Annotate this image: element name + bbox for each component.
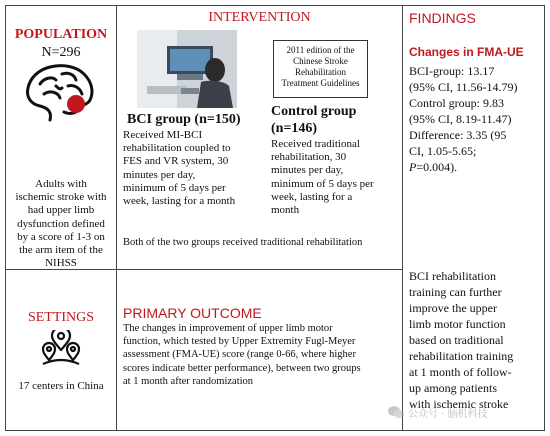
bci-line: FES and VR system, 30 (123, 155, 229, 168)
control-line: minimum of 5 days per (271, 177, 374, 190)
population-line: NIHSS (45, 257, 77, 270)
control-line: rehabilitation, 30 (271, 151, 347, 164)
control-group-heading (271, 103, 401, 137)
wechat-icon (388, 405, 404, 419)
guideline-line: 2011 edition of the (286, 45, 355, 55)
result-line: Control group: 9.83 (409, 96, 504, 110)
bci-group-desc (123, 129, 273, 208)
watermark (388, 402, 528, 422)
findings-results (409, 63, 545, 175)
intervention-title: INTERVENTION (208, 10, 311, 25)
bci-line: rehabilitation coupled to (123, 142, 231, 155)
conclusion-line: training can further (409, 285, 502, 299)
both-groups-note: Both of the two groups received traditional rehabilitation (123, 237, 363, 248)
bci-line: minimum of 5 days per (123, 181, 226, 194)
control-heading-line: Control group (271, 104, 357, 119)
control-line: Received traditional (271, 138, 360, 150)
control-line: week, lasting for a (271, 190, 353, 203)
population-desc (5, 178, 117, 270)
control-line: month (271, 204, 300, 217)
population-line: ischemic stroke with (15, 191, 107, 204)
result-line: CI, 1.05-5.65; (409, 144, 477, 158)
conclusion-line: up among patients (409, 381, 497, 395)
findings-subtitle: Changes in FMA-UE (409, 45, 524, 59)
watermark-text: 公众号 · 脑机科技 (408, 408, 488, 420)
bci-photo (137, 30, 237, 108)
control-heading-line: (n=146) (271, 121, 318, 136)
guideline-box (273, 40, 368, 98)
population-line: had upper limb (27, 204, 95, 217)
bci-line: Received MI-BCI (123, 129, 203, 141)
population-line: the arm item of the (19, 244, 103, 257)
conclusion-line: improve the upper (409, 301, 497, 315)
outcome-line: scores indicate better performance), between two groups (123, 362, 361, 374)
result-line: Difference: 3.35 (95 (409, 128, 507, 142)
conclusion-line: rehabilitation training (409, 349, 514, 363)
conclusion-line: limb motor function (409, 317, 506, 331)
settings-desc: 17 centers in China (18, 380, 104, 392)
brain-icon (22, 60, 100, 126)
population-line: Adults with (35, 178, 87, 190)
outcome-line: function, which tested by Upper Extremity Fugl-Meyer (123, 336, 356, 348)
result-line: BCI-group: 13.17 (409, 64, 495, 78)
p-value: =0.004). (416, 160, 458, 174)
bci-line: week, lasting for a month (123, 195, 236, 208)
primary-outcome-title: PRIMARY OUTCOME (123, 305, 262, 321)
conclusion-line: based on traditional (409, 333, 504, 347)
conclusion-line: with ischemic stroke (409, 397, 509, 411)
guideline-line: Rehabilitation (295, 67, 346, 77)
settings-title: SETTINGS (27, 310, 95, 325)
control-group-desc (271, 138, 401, 217)
population-line: dysfunction defined (17, 217, 105, 230)
result-line: (95% CI, 11.56-14.79) (409, 80, 518, 94)
location-pins-icon (40, 330, 82, 366)
bci-group-heading: BCI group (n=150) (127, 112, 241, 127)
outcome-line: assessment (FMA-UE) score (range 0-66, where higher (123, 349, 356, 361)
conclusion-line: at 1 month of follow- (409, 365, 512, 379)
bci-line: minutes per day, (123, 168, 196, 181)
guideline-line: Treatment Guidelines (281, 78, 360, 88)
p-value-line (409, 159, 545, 175)
p-symbol: P (409, 160, 417, 174)
conclusion-line: BCI rehabilitation (409, 269, 496, 283)
population-title: POPULATION (14, 27, 108, 42)
outcome-line: at 1 month after randomization (123, 375, 254, 387)
result-line: (95% CI, 8.19-11.47) (409, 112, 512, 126)
control-line: minutes per day, (271, 164, 344, 177)
population-line: by a score of 1-3 on (17, 230, 105, 243)
findings-title: FINDINGS (409, 10, 476, 26)
outcome-line: The changes in improvement of upper limb motor (123, 323, 333, 334)
findings-conclusion (409, 268, 545, 412)
guideline-line: Chinese Stroke (293, 56, 348, 66)
population-count: N=296 (41, 45, 81, 60)
primary-outcome-desc (123, 322, 401, 388)
